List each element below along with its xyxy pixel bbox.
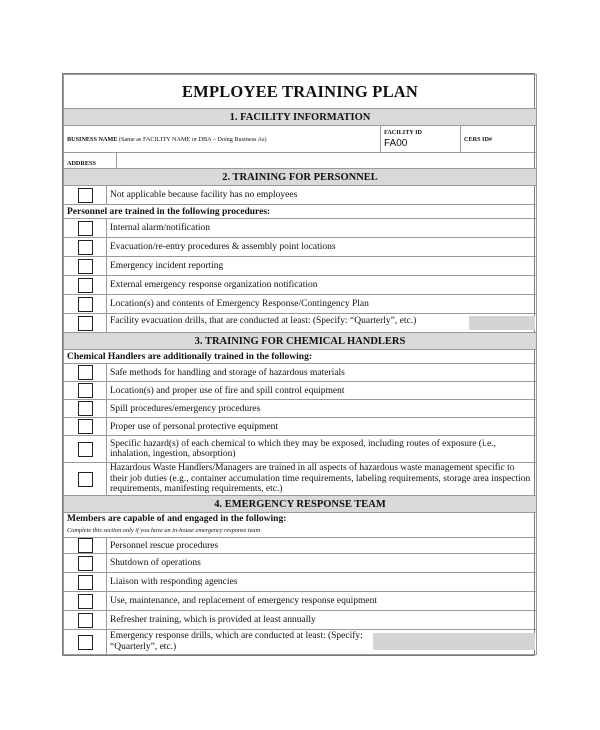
personnel-item-checkbox[interactable] (78, 297, 93, 312)
chemical-item-label: Location(s) and proper use of fire and spill control equipment (107, 382, 537, 400)
response-item-label: Liaison with responding agencies (107, 573, 537, 592)
frequency-input[interactable] (469, 316, 535, 330)
personnel-item-checkbox[interactable] (78, 240, 93, 255)
section-3-subheading: Chemical Handlers are additionally trained in the following: (64, 350, 537, 364)
response-item-label: Shutdown of operations (107, 554, 537, 573)
form-table (63, 74, 537, 655)
response-item-label: Emergency response drills, which are conducted at least: (Specify: “Quarterly”, etc.) (110, 631, 363, 652)
chemical-item-checkbox[interactable] (78, 383, 93, 398)
personnel-item-checkbox[interactable] (78, 259, 93, 274)
facility-id-field[interactable] (381, 126, 461, 153)
chemical-item-label: Spill procedures/emergency procedures (107, 400, 537, 418)
response-item-checkbox[interactable] (78, 538, 93, 553)
chemical-item-label: Specific hazard(s) of each chemical to which they may be exposed, including routes of exposure (i.e., inhalation, ingestion, absorption) (107, 436, 537, 463)
personnel-item-label: Facility evacuation drills, that are conducted at least: (Specify: “Quarterly”, etc.) (110, 316, 417, 326)
not-applicable-checkbox[interactable] (78, 188, 93, 203)
facility-id-value: FA00 (384, 138, 408, 149)
drill-frequency-input[interactable] (373, 633, 535, 650)
chemical-item-checkbox[interactable] (78, 365, 93, 380)
chemical-item-checkbox[interactable] (78, 442, 93, 457)
response-item-checkbox[interactable] (78, 635, 93, 650)
cers-id-field[interactable] (461, 126, 537, 153)
personnel-item-label: Internal alarm/notification (107, 219, 537, 238)
section-3-heading: 3. TRAINING FOR CHEMICAL HANDLERS (64, 333, 537, 350)
response-item-label: Personnel rescue procedures (107, 538, 537, 554)
personnel-item-label: Location(s) and contents of Emergency Response/Contingency Plan (107, 295, 537, 314)
personnel-item-checkbox[interactable] (78, 221, 93, 236)
response-item-label: Refresher training, which is provided at least annually (107, 611, 537, 630)
section-4-heading: 4. EMERGENCY RESPONSE TEAM (64, 496, 537, 513)
response-item-checkbox[interactable] (78, 556, 93, 571)
training-plan-form (62, 73, 535, 656)
chemical-item-label: Safe methods for handling and storage of hazardous materials (107, 364, 537, 382)
business-name-note: (Same as FACILITY NAME or DBA – Doing Business As) (118, 135, 267, 143)
response-item-checkbox[interactable] (78, 575, 93, 590)
address-label-cell (64, 153, 117, 169)
chemical-item-checkbox[interactable] (78, 419, 93, 434)
address-label: ADDRESS (67, 159, 96, 167)
business-name-label: BUSINESS NAME (67, 135, 118, 143)
personnel-item-label: Evacuation/re-entry procedures & assembly point locations (107, 238, 537, 257)
address-field[interactable] (117, 153, 537, 169)
section-2-heading: 2. TRAINING FOR PERSONNEL (64, 169, 537, 186)
chemical-item-label: Proper use of personal protective equipment (107, 418, 537, 436)
response-item-checkbox[interactable] (78, 594, 93, 609)
personnel-item-label: External emergency response organization notification (107, 276, 537, 295)
section-4-subheading: Members are capable of and engaged in the following: (67, 514, 287, 524)
response-item-label: Use, maintenance, and replacement of emergency response equipment (107, 592, 537, 611)
section-1-heading: 1. FACILITY INFORMATION (64, 109, 537, 126)
business-name-field[interactable] (64, 126, 381, 153)
personnel-item-checkbox[interactable] (78, 278, 93, 293)
page-title: EMPLOYEE TRAINING PLAN (64, 75, 537, 109)
section-4-note: Complete this section only if you have an in-house emergency response team (67, 527, 261, 534)
not-applicable-label: Not applicable because facility has no employees (107, 186, 537, 205)
section-2-subheading: Personnel are trained in the following procedures: (64, 205, 537, 219)
personnel-item-checkbox[interactable] (78, 316, 93, 331)
personnel-item-label: Emergency incident reporting (107, 257, 537, 276)
chemical-item-label: Hazardous Waste Handlers/Managers are trained in all aspects of hazardous waste management specific to their job duties (e.g., container accumulation time requirements, labeling requirements, storage area inspection requirements, manifesting requirements, etc.) (107, 463, 537, 496)
chemical-item-checkbox[interactable] (78, 401, 93, 416)
cers-id-label: CERS ID# (464, 135, 493, 143)
chemical-item-checkbox[interactable] (78, 472, 93, 487)
facility-id-label: FACILITY ID (384, 129, 422, 136)
response-item-checkbox[interactable] (78, 613, 93, 628)
